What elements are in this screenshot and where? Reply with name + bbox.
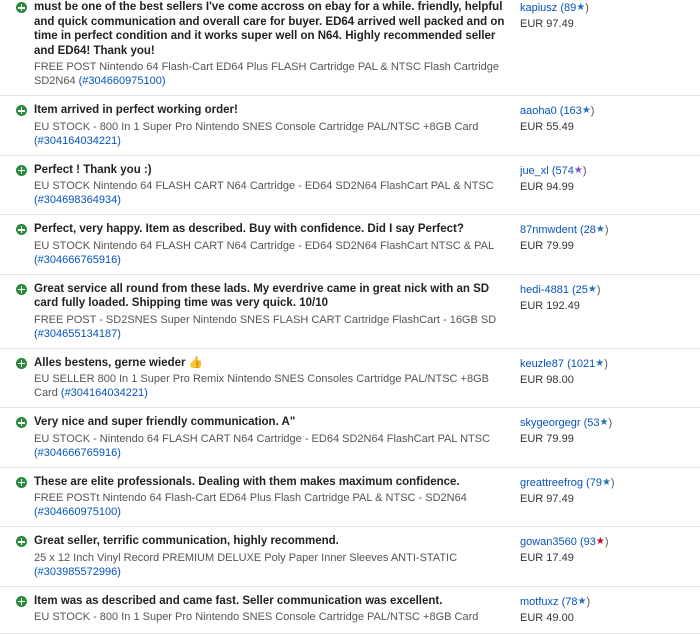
feedback-item-link[interactable]: EU STOCK - 800 In 1 Super Pro Nintendo SNES Console Cartridge PAL/NTSC +8GB Card [34, 611, 479, 623]
feedback-item [34, 313, 508, 341]
feedback-row [0, 349, 700, 409]
feedback-score-link[interactable]: (574 [551, 164, 574, 177]
feedback-item-link[interactable]: 25 x 12 Inch Vinyl Record PREMIUM DELUXE Poly Paper Inner Sleeves ANTI-STATIC [34, 551, 458, 564]
feedback-score [586, 477, 615, 489]
feedback-row [0, 527, 700, 587]
feedback-user-line [520, 104, 692, 118]
feedback-price: EUR 94.99 [520, 180, 574, 193]
feedback-item [34, 239, 508, 267]
feedback-item-id[interactable]: (#304666765916) [34, 446, 121, 459]
feedback-score-end: ) [582, 164, 587, 177]
feedback-user-link[interactable]: motfuxz [520, 595, 559, 608]
feedback-item-link[interactable]: EU STOCK Nintendo 64 FLASH CART N64 Cartridge - ED64 SD2N64 FlashCart PAL & NTSC [34, 180, 494, 192]
feedback-rating-cell [8, 103, 34, 116]
star-icon: ★ [595, 224, 605, 235]
star-icon: ★ [601, 476, 611, 488]
feedback-comment: Perfect, very happy. Item as described. Buy with confidence. Did I say Perfect? [34, 223, 464, 235]
positive-feedback-icon [16, 596, 27, 607]
feedback-rating-cell [8, 356, 34, 369]
positive-feedback-icon [16, 105, 27, 116]
positive-feedback-icon [16, 536, 27, 547]
feedback-user-link[interactable]: keuzle87 [520, 357, 565, 370]
feedback-user-link[interactable]: jue_xl [520, 164, 549, 177]
feedback-comment: must be one of the best sellers I've come accross on ebay for a while. friendly, helpful and quick communication and overall care for buyer. ED64 arrived well packed and on time in perfect condition and it works super well on N64. Highly recommended seller and ED64! Thank you! [34, 1, 505, 57]
positive-feedback-icon [16, 165, 27, 176]
feedback-row [0, 0, 700, 96]
feedback-comment: These are elite professionals. Dealing with them makes maximum confidence. [34, 475, 460, 488]
feedback-score-end: ) [608, 417, 613, 429]
feedback-score [580, 224, 609, 236]
feedback-user-line [520, 1, 692, 15]
feedback-comment: Alles bestens, gerne wieder 👍 [34, 356, 203, 369]
feedback-price: EUR 79.99 [520, 240, 574, 252]
feedback-item-link[interactable]: FREE POST Nintendo 64 Flash-Cart ED64 Plus FLASH Cartridge PAL & NTSC Flash Cartridge SD2N64 [34, 61, 500, 87]
feedback-item [34, 60, 508, 88]
feedback-price: EUR 49.00 [520, 611, 574, 624]
star-icon: ★ [577, 595, 587, 607]
feedback-price: EUR 98.00 [520, 373, 574, 386]
feedback-content [34, 0, 520, 88]
feedback-content [34, 534, 520, 579]
feedback-row [0, 215, 700, 275]
feedback-user-link[interactable]: gowan3560 [520, 536, 577, 548]
feedback-rating-cell [8, 282, 34, 295]
feedback-score [552, 165, 587, 177]
feedback-comment: Perfect ! Thank you :) [34, 163, 152, 176]
star-icon: ★ [599, 417, 609, 428]
feedback-user-line [520, 223, 692, 237]
feedback-rating-cell [8, 222, 34, 235]
feedback-rating-cell [8, 594, 34, 607]
feedback-meta [520, 475, 692, 507]
feedback-item-link[interactable]: EU SELLER 800 In 1 Super Pro Remix Nintendo SNES Consoles Cartridge PAL/NTSC +8GB Card [34, 373, 489, 399]
feedback-score-link[interactable]: (89 [560, 2, 577, 14]
feedback-item [34, 372, 508, 400]
feedback-item-id[interactable]: (#304164034221) [60, 387, 148, 399]
feedback-user-line [520, 357, 692, 371]
feedback-score-end: ) [586, 595, 591, 608]
feedback-item [34, 432, 508, 460]
feedback-user-link[interactable]: greattreefrog [520, 476, 583, 489]
feedback-rating-cell [8, 415, 34, 428]
feedback-item-id[interactable]: (#303985572996) [34, 565, 121, 578]
feedback-score [562, 596, 591, 608]
feedback-score-link[interactable]: (93 [579, 536, 596, 548]
feedback-comment: Very nice and super friendly communication. A" [34, 416, 296, 428]
feedback-item-link[interactable]: EU STOCK Nintendo 64 FLASH CART N64 Cartridge - ED64 SD2N64 FlashCart NTSC & PAL [34, 239, 494, 252]
feedback-comment: Item was as described and came fast. Seller communication was excellent. [34, 594, 443, 607]
feedback-item-link[interactable]: FREE POSTt Nintendo 64 Flash-Cart ED64 Plus Flash Cartridge PAL & NTSC - SD2N64 [34, 492, 467, 504]
star-icon: ★ [595, 536, 605, 547]
feedback-meta [520, 282, 692, 314]
feedback-item-link[interactable]: FREE POST - SD2SNES Super Nintendo SNES FLASH CART Cartridge FlashCart - 16GB SD [34, 313, 497, 326]
star-icon: ★ [595, 357, 605, 369]
feedback-price: EUR 97.49 [520, 18, 574, 30]
feedback-item-link[interactable]: EU STOCK - Nintendo 64 FLASH CART N64 Cartridge - ED64 SD2N64 FlashCart PAL NTSC [34, 432, 491, 445]
feedback-user-link[interactable]: aaoha0 [520, 105, 557, 117]
feedback-score-end: ) [596, 283, 601, 296]
feedback-score-end: ) [585, 2, 589, 14]
feedback-price: EUR 97.49 [520, 492, 574, 505]
feedback-meta [520, 356, 692, 388]
feedback-score-link[interactable]: (53 [583, 417, 600, 429]
positive-feedback-icon [16, 358, 27, 369]
feedback-score-end: ) [610, 476, 615, 489]
feedback-content [34, 356, 520, 401]
feedback-user-link[interactable]: skygeorgegr [520, 417, 581, 429]
feedback-row [0, 275, 700, 349]
feedback-item-id[interactable]: (#304655134187) [34, 327, 121, 340]
feedback-meta [520, 534, 692, 566]
feedback-item [34, 120, 508, 148]
feedback-content [34, 282, 520, 341]
feedback-score-link[interactable]: (28 [579, 224, 596, 236]
feedback-price: EUR 17.49 [520, 552, 574, 564]
star-icon: ★ [587, 283, 597, 295]
star-icon: ★ [576, 2, 586, 13]
positive-feedback-icon [16, 417, 27, 428]
feedback-user-line [520, 283, 692, 297]
feedback-meta [520, 222, 692, 254]
feedback-price: EUR 79.99 [520, 433, 574, 445]
feedback-comment: Item arrived in perfect working order! [34, 104, 238, 116]
feedback-item-id[interactable]: (#304660975100) [34, 506, 121, 518]
feedback-meta [520, 0, 692, 32]
feedback-rating-cell [8, 0, 34, 13]
feedback-rating-cell [8, 475, 34, 488]
feedback-score [572, 284, 601, 296]
feedback-score [560, 2, 589, 14]
feedback-item-id[interactable]: (#304666765916) [34, 253, 121, 266]
feedback-item [34, 491, 508, 519]
feedback-rating-cell [8, 163, 34, 176]
feedback-score-link[interactable]: (1021 [567, 357, 596, 370]
feedback-user-line [520, 476, 692, 490]
feedback-row [0, 96, 700, 156]
feedback-comment: Great service all round from these lads. My everdrive came in great nick with an SD card fully loaded. Shipping time was very quick. 10/10 [34, 282, 490, 309]
feedback-score-end: ) [590, 105, 595, 117]
feedback-item [34, 179, 508, 207]
feedback-meta [520, 415, 692, 447]
feedback-user-line [520, 535, 692, 549]
feedback-score-link[interactable]: (78 [561, 595, 578, 608]
feedback-score [580, 536, 609, 548]
feedback-item-id[interactable]: (#304660975100) [78, 75, 166, 87]
feedback-content [34, 222, 520, 267]
feedback-score-end: ) [604, 357, 608, 370]
feedback-content [34, 475, 520, 520]
feedback-score [560, 105, 595, 117]
positive-feedback-icon [16, 477, 27, 488]
feedback-row [0, 587, 700, 634]
feedback-price: EUR 55.49 [520, 121, 574, 133]
feedback-meta [520, 594, 692, 626]
feedback-rating-cell [8, 534, 34, 547]
feedback-score [567, 358, 608, 370]
feedback-score [584, 417, 613, 429]
feedback-price: EUR 192.49 [520, 299, 580, 312]
feedback-user-line [520, 416, 692, 430]
feedback-score-link[interactable]: (79 [586, 476, 602, 489]
feedback-user-link[interactable]: 87nmwdent [520, 224, 577, 236]
feedback-meta [520, 103, 692, 135]
feedback-score-link[interactable]: (163 [559, 105, 582, 117]
feedback-user-link[interactable]: hedi-4881 [520, 283, 569, 296]
feedback-user-line [520, 164, 692, 178]
feedback-user-line [520, 595, 692, 609]
feedback-content [34, 103, 520, 148]
feedback-item [34, 610, 508, 624]
feedback-content [34, 594, 520, 625]
feedback-item-id[interactable]: (#304698364934) [34, 194, 121, 206]
feedback-meta [520, 163, 692, 195]
star-icon: ★ [581, 105, 591, 116]
feedback-score-end: ) [604, 536, 609, 548]
feedback-item-link[interactable]: EU STOCK - 800 In 1 Super Pro Nintendo SNES Console Cartridge PAL/NTSC +8GB Card [34, 120, 479, 133]
feedback-row [0, 156, 700, 216]
feedback-item [34, 551, 508, 579]
positive-feedback-icon [16, 284, 27, 295]
positive-feedback-icon [16, 224, 27, 235]
feedback-content [34, 415, 520, 460]
feedback-score-link[interactable]: (25 [572, 283, 588, 296]
feedback-user-link[interactable]: kapiusz [520, 2, 558, 14]
feedback-content [34, 163, 520, 208]
feedback-comment: Great seller, terrific communication, highly recommend. [34, 535, 339, 547]
feedback-item-id[interactable]: (#304164034221) [34, 134, 121, 147]
feedback-score-end: ) [604, 224, 609, 236]
positive-feedback-icon [16, 2, 27, 13]
star-icon: ★ [573, 164, 583, 176]
feedback-row [0, 408, 700, 468]
feedback-row [0, 468, 700, 528]
